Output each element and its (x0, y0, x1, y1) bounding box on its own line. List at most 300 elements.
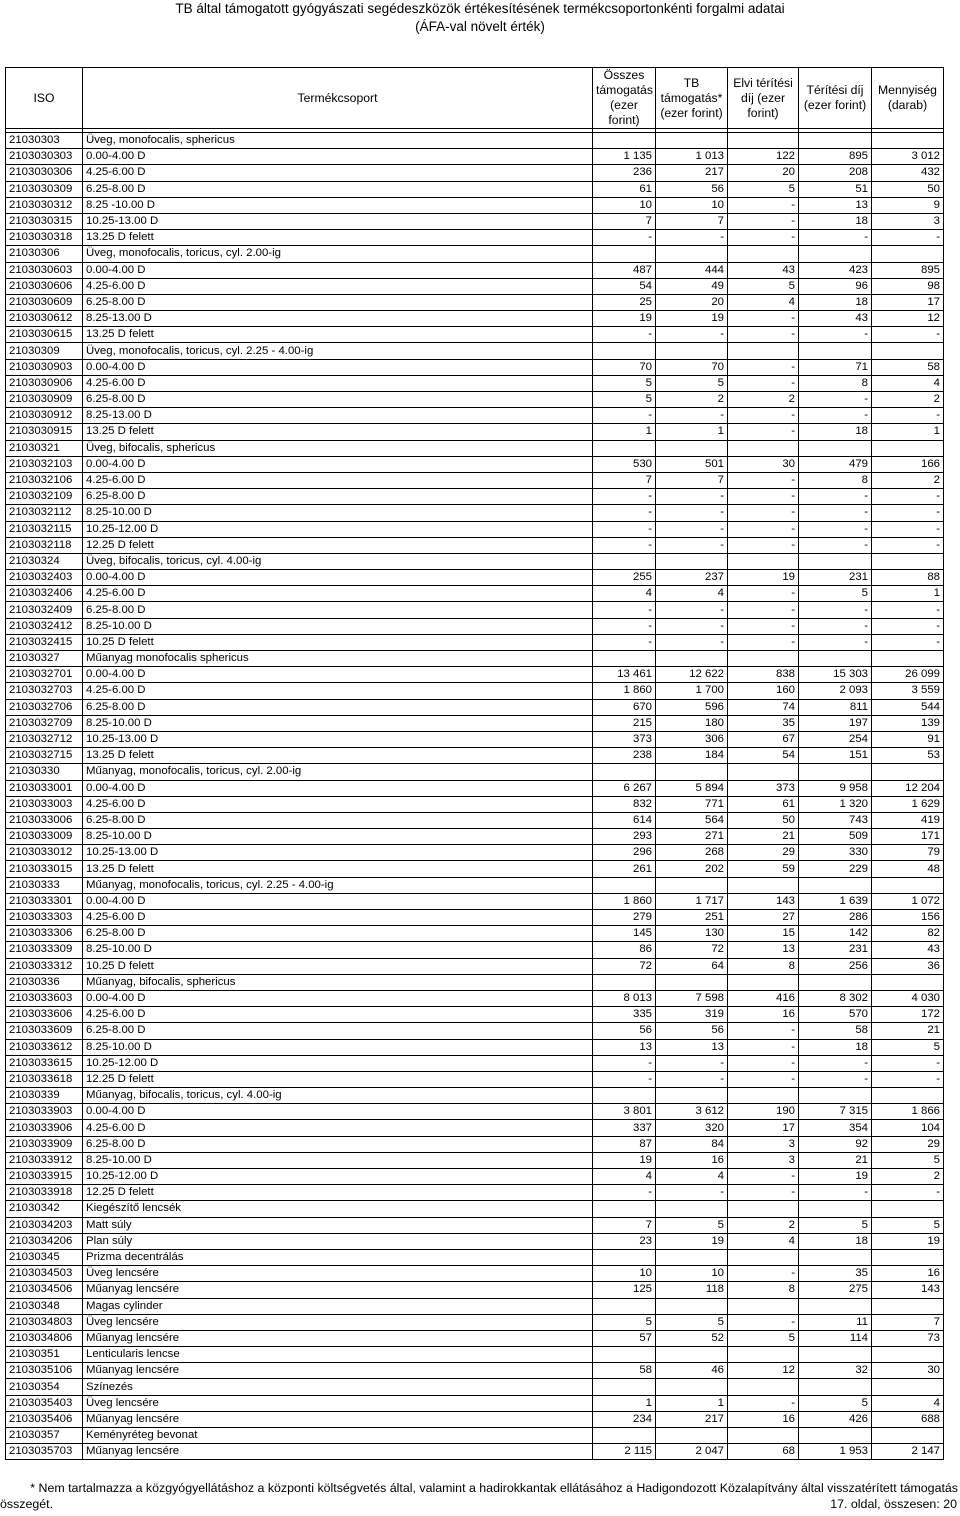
iso-code-cell: 2103033001 (6, 780, 83, 796)
table-header-row (6, 68, 944, 129)
theoretical-fee-cell: - (728, 1071, 799, 1087)
theoretical-fee-cell: - (728, 586, 799, 602)
table-row (6, 1330, 944, 1346)
iso-code-cell: 2103032709 (6, 715, 83, 731)
group-name-cell: Műanyag, bifocalis, toricus, cyl. 4.00-ig (83, 1088, 593, 1104)
total-support-cell: 832 (593, 796, 656, 812)
tb-support-cell: 7 598 (656, 990, 728, 1006)
total-support-cell: 614 (593, 812, 656, 828)
tb-support-cell: 5 (656, 375, 728, 391)
quantity-cell: - (872, 537, 944, 553)
quantity-cell (872, 1347, 944, 1363)
item-name-cell: 12.25 D felett (83, 1185, 593, 1201)
tb-support-cell: - (656, 1071, 728, 1087)
theoretical-fee-cell: - (728, 602, 799, 618)
theoretical-fee-cell: 74 (728, 699, 799, 715)
table-row (6, 165, 944, 181)
table-row (6, 359, 944, 375)
tb-support-cell (656, 1428, 728, 1444)
quantity-cell (872, 553, 944, 569)
quantity-cell: 2 (872, 472, 944, 488)
total-support-cell: 25 (593, 294, 656, 310)
theoretical-fee-cell: 160 (728, 683, 799, 699)
total-support-cell (593, 877, 656, 893)
item-name-cell: 4.25-6.00 D (83, 278, 593, 294)
total-support-cell: 4 (593, 586, 656, 602)
quantity-cell: 48 (872, 861, 944, 877)
header-total-support: Összes támogatás (ezer forint) (593, 68, 656, 129)
fee-cell: 208 (799, 165, 872, 181)
quantity-cell: - (872, 1055, 944, 1071)
tb-support-cell: 320 (656, 1120, 728, 1136)
theoretical-fee-cell: 15 (728, 926, 799, 942)
table-row (6, 586, 944, 602)
theoretical-fee-cell: 61 (728, 796, 799, 812)
total-support-cell: 7 (593, 213, 656, 229)
table-row (6, 489, 944, 505)
table-row (6, 1266, 944, 1282)
tb-support-cell: 130 (656, 926, 728, 942)
table-row (6, 392, 944, 408)
tb-support-cell (656, 974, 728, 990)
fee-cell: 11 (799, 1314, 872, 1330)
fee-cell: 142 (799, 926, 872, 942)
total-support-cell (593, 1347, 656, 1363)
quantity-cell (872, 246, 944, 262)
iso-code-cell: 21030351 (6, 1347, 83, 1363)
fee-cell: 895 (799, 149, 872, 165)
total-support-cell: 1 860 (593, 683, 656, 699)
total-support-cell: - (593, 230, 656, 246)
tb-support-cell: 251 (656, 910, 728, 926)
item-name-cell: 13.25 D felett (83, 327, 593, 343)
quantity-cell (872, 1201, 944, 1217)
tb-support-cell: - (656, 408, 728, 424)
fee-cell: 229 (799, 861, 872, 877)
theoretical-fee-cell: - (728, 1185, 799, 1201)
item-name-cell: Üveg lencsére (83, 1395, 593, 1411)
total-support-cell: 70 (593, 359, 656, 375)
tb-support-cell: 64 (656, 958, 728, 974)
table-row (6, 1007, 944, 1023)
quantity-cell: 30 (872, 1363, 944, 1379)
total-support-cell (593, 1249, 656, 1265)
table-row (6, 990, 944, 1006)
fee-cell: - (799, 618, 872, 634)
iso-code-cell: 2103033618 (6, 1071, 83, 1087)
item-name-cell: 0.00-4.00 D (83, 780, 593, 796)
total-support-cell (593, 1298, 656, 1314)
quantity-cell: 1 629 (872, 796, 944, 812)
item-name-cell: 6.25-8.00 D (83, 699, 593, 715)
item-name-cell: 4.25-6.00 D (83, 796, 593, 812)
tb-support-cell: 564 (656, 812, 728, 828)
table-row (6, 829, 944, 845)
group-row (6, 1347, 944, 1363)
item-name-cell: 0.00-4.00 D (83, 1104, 593, 1120)
item-name-cell: 0.00-4.00 D (83, 456, 593, 472)
quantity-cell: 43 (872, 942, 944, 958)
quantity-cell: 53 (872, 748, 944, 764)
tb-support-cell: - (656, 327, 728, 343)
quantity-cell: - (872, 230, 944, 246)
quantity-cell: 58 (872, 359, 944, 375)
tb-support-cell: - (656, 537, 728, 553)
iso-code-cell: 2103033615 (6, 1055, 83, 1071)
iso-code-cell: 2103032109 (6, 489, 83, 505)
group-name-cell: Üveg, bifocalis, sphericus (83, 440, 593, 456)
item-name-cell: Matt súly (83, 1217, 593, 1233)
fee-cell: - (799, 392, 872, 408)
iso-code-cell: 2103030909 (6, 392, 83, 408)
tb-support-cell: 19 (656, 311, 728, 327)
tb-support-cell: - (656, 1055, 728, 1071)
iso-code-cell: 2103030612 (6, 311, 83, 327)
tb-support-cell: 5 (656, 1217, 728, 1233)
tb-support-cell (656, 1347, 728, 1363)
quantity-cell (872, 343, 944, 359)
iso-code-cell: 21030348 (6, 1298, 83, 1314)
theoretical-fee-cell (728, 1298, 799, 1314)
item-name-cell: Műanyag lencsére (83, 1282, 593, 1298)
item-name-cell: 10.25-13.00 D (83, 845, 593, 861)
iso-code-cell: 21030324 (6, 553, 83, 569)
quantity-cell: 88 (872, 570, 944, 586)
tb-support-cell (656, 1249, 728, 1265)
table-row (6, 1217, 944, 1233)
fee-cell: - (799, 537, 872, 553)
theoretical-fee-cell: - (728, 311, 799, 327)
tb-support-cell: 1 (656, 424, 728, 440)
theoretical-fee-cell (728, 877, 799, 893)
total-support-cell: 61 (593, 181, 656, 197)
quantity-cell: 3 012 (872, 149, 944, 165)
theoretical-fee-cell (728, 651, 799, 667)
theoretical-fee-cell (728, 1249, 799, 1265)
item-name-cell: 6.25-8.00 D (83, 294, 593, 310)
theoretical-fee-cell: - (728, 521, 799, 537)
fee-cell: 8 (799, 472, 872, 488)
fee-cell: 114 (799, 1330, 872, 1346)
table-row (6, 796, 944, 812)
table-row (6, 327, 944, 343)
theoretical-fee-cell (728, 246, 799, 262)
item-name-cell: Műanyag lencsére (83, 1330, 593, 1346)
quantity-cell: - (872, 521, 944, 537)
fee-cell (799, 440, 872, 456)
item-name-cell: 4.25-6.00 D (83, 165, 593, 181)
theoretical-fee-cell: 12 (728, 1363, 799, 1379)
tb-support-cell: 184 (656, 748, 728, 764)
table-row (6, 1104, 944, 1120)
header-product-group: Termékcsoport (83, 68, 593, 129)
fee-cell (799, 764, 872, 780)
quantity-cell: 3 (872, 213, 944, 229)
tb-support-cell: 237 (656, 570, 728, 586)
theoretical-fee-cell: 5 (728, 181, 799, 197)
quantity-cell: 172 (872, 1007, 944, 1023)
iso-code-cell: 21030336 (6, 974, 83, 990)
theoretical-fee-cell: 122 (728, 149, 799, 165)
group-row (6, 1379, 944, 1395)
item-name-cell: Üveg lencsére (83, 1314, 593, 1330)
group-name-cell: Üveg, monofocalis, sphericus (83, 133, 593, 149)
fee-cell: 5 (799, 586, 872, 602)
table-row (6, 408, 944, 424)
total-support-cell: 5 (593, 1314, 656, 1330)
iso-code-cell: 2103032118 (6, 537, 83, 553)
table-row (6, 1023, 944, 1039)
quantity-cell: - (872, 408, 944, 424)
theoretical-fee-cell: - (728, 1395, 799, 1411)
group-row (6, 1298, 944, 1314)
total-support-cell: - (593, 537, 656, 553)
iso-code-cell: 2103032703 (6, 683, 83, 699)
footnote-continuation: összegét. (0, 1497, 54, 1511)
tb-support-cell (656, 1201, 728, 1217)
fee-cell: 18 (799, 1233, 872, 1249)
header-fee: Térítési díj (ezer forint) (799, 68, 872, 129)
item-name-cell: 0.00-4.00 D (83, 570, 593, 586)
fee-cell: 32 (799, 1363, 872, 1379)
theoretical-fee-cell (728, 1088, 799, 1104)
total-support-cell: 261 (593, 861, 656, 877)
table-row (6, 197, 944, 213)
item-name-cell: 0.00-4.00 D (83, 359, 593, 375)
theoretical-fee-cell (728, 974, 799, 990)
theoretical-fee-cell: 50 (728, 812, 799, 828)
iso-code-cell: 2103032403 (6, 570, 83, 586)
total-support-cell: 2 115 (593, 1444, 656, 1460)
table-row (6, 1055, 944, 1071)
fee-cell (799, 1428, 872, 1444)
group-name-cell: Színezés (83, 1379, 593, 1395)
theoretical-fee-cell: 67 (728, 731, 799, 747)
table-row (6, 1169, 944, 1185)
fee-cell: 231 (799, 942, 872, 958)
iso-code-cell: 2103030606 (6, 278, 83, 294)
fee-cell: 8 (799, 375, 872, 391)
iso-code-cell: 21030342 (6, 1201, 83, 1217)
theoretical-fee-cell: 17 (728, 1120, 799, 1136)
tb-support-cell (656, 651, 728, 667)
theoretical-fee-cell: 21 (728, 829, 799, 845)
item-name-cell: 0.00-4.00 D (83, 667, 593, 683)
tb-support-cell: 52 (656, 1330, 728, 1346)
table-row (6, 1282, 944, 1298)
group-name-cell: Üveg, monofocalis, toricus, cyl. 2.00-ig (83, 246, 593, 262)
item-name-cell: 6.25-8.00 D (83, 392, 593, 408)
item-name-cell: Műanyag lencsére (83, 1444, 593, 1460)
fee-cell: 13 (799, 197, 872, 213)
iso-code-cell: 2103032409 (6, 602, 83, 618)
total-support-cell: 23 (593, 1233, 656, 1249)
total-support-cell: 236 (593, 165, 656, 181)
total-support-cell: - (593, 634, 656, 650)
fee-cell (799, 1347, 872, 1363)
quantity-cell (872, 440, 944, 456)
quantity-cell: 895 (872, 262, 944, 278)
tb-support-cell: 7 (656, 472, 728, 488)
total-support-cell: 13 (593, 1039, 656, 1055)
iso-code-cell: 2103032415 (6, 634, 83, 650)
group-row (6, 1088, 944, 1104)
fee-cell: 197 (799, 715, 872, 731)
iso-code-cell: 21030306 (6, 246, 83, 262)
fee-cell: 19 (799, 1169, 872, 1185)
group-row (6, 246, 944, 262)
iso-code-cell: 2103030615 (6, 327, 83, 343)
table-row (6, 748, 944, 764)
tb-support-cell: 271 (656, 829, 728, 845)
theoretical-fee-cell: 59 (728, 861, 799, 877)
fee-cell: 275 (799, 1282, 872, 1298)
tb-support-cell: 5 (656, 1314, 728, 1330)
tb-support-cell: 5 894 (656, 780, 728, 796)
quantity-cell (872, 1088, 944, 1104)
theoretical-fee-cell: 30 (728, 456, 799, 472)
quantity-cell (872, 1249, 944, 1265)
product-group-table (5, 67, 944, 1460)
iso-code-cell: 2103033912 (6, 1152, 83, 1168)
table-row (6, 715, 944, 731)
table-row (6, 456, 944, 472)
theoretical-fee-cell: 416 (728, 990, 799, 1006)
fee-cell: - (799, 634, 872, 650)
theoretical-fee-cell: 19 (728, 570, 799, 586)
iso-code-cell: 21030309 (6, 343, 83, 359)
fee-cell (799, 1088, 872, 1104)
quantity-cell: - (872, 618, 944, 634)
tb-support-cell: 4 (656, 586, 728, 602)
iso-code-cell: 2103034503 (6, 1266, 83, 1282)
total-support-cell (593, 651, 656, 667)
report-title (0, 0, 960, 36)
iso-code-cell: 2103033003 (6, 796, 83, 812)
total-support-cell: - (593, 521, 656, 537)
fee-cell: 18 (799, 213, 872, 229)
theoretical-fee-cell: 8 (728, 958, 799, 974)
fee-cell (799, 553, 872, 569)
iso-code-cell: 21030333 (6, 877, 83, 893)
iso-code-cell: 2103033303 (6, 910, 83, 926)
quantity-cell (872, 1428, 944, 1444)
quantity-cell: 171 (872, 829, 944, 845)
item-name-cell: 13.25 D felett (83, 748, 593, 764)
tb-support-cell (656, 1088, 728, 1104)
quantity-cell: 139 (872, 715, 944, 731)
item-name-cell: Üveg lencsére (83, 1266, 593, 1282)
iso-code-cell: 2103030312 (6, 197, 83, 213)
item-name-cell: 0.00-4.00 D (83, 262, 593, 278)
total-support-cell (593, 553, 656, 569)
iso-code-cell: 2103033906 (6, 1120, 83, 1136)
item-name-cell: 4.25-6.00 D (83, 683, 593, 699)
group-row (6, 133, 944, 149)
item-name-cell: 6.25-8.00 D (83, 181, 593, 197)
iso-code-cell: 21030303 (6, 133, 83, 149)
iso-code-cell: 2103033609 (6, 1023, 83, 1039)
tb-support-cell: 1 (656, 1395, 728, 1411)
fee-cell: - (799, 521, 872, 537)
iso-code-cell: 2103033006 (6, 812, 83, 828)
fee-cell: 71 (799, 359, 872, 375)
quantity-cell (872, 1298, 944, 1314)
quantity-cell: 79 (872, 845, 944, 861)
group-row (6, 1428, 944, 1444)
iso-code-cell: 2103030306 (6, 165, 83, 181)
theoretical-fee-cell: 8 (728, 1282, 799, 1298)
total-support-cell: 8 013 (593, 990, 656, 1006)
fee-cell: 354 (799, 1120, 872, 1136)
theoretical-fee-cell: 13 (728, 942, 799, 958)
fee-cell (799, 246, 872, 262)
group-row (6, 343, 944, 359)
item-name-cell: 8.25-10.00 D (83, 715, 593, 731)
item-name-cell: 6.25-8.00 D (83, 489, 593, 505)
fee-cell: - (799, 1071, 872, 1087)
item-name-cell: Plan súly (83, 1233, 593, 1249)
table-row (6, 602, 944, 618)
table-row (6, 1136, 944, 1152)
fee-cell (799, 877, 872, 893)
quantity-cell: 688 (872, 1411, 944, 1427)
total-support-cell (593, 1088, 656, 1104)
fee-cell: 9 958 (799, 780, 872, 796)
quantity-cell (872, 1379, 944, 1395)
quantity-cell: 5 (872, 1039, 944, 1055)
table-row (6, 1185, 944, 1201)
iso-code-cell: 2103033909 (6, 1136, 83, 1152)
theoretical-fee-cell: - (728, 327, 799, 343)
iso-code-cell: 2103033306 (6, 926, 83, 942)
table-row (6, 942, 944, 958)
total-support-cell: 10 (593, 197, 656, 213)
tb-support-cell: - (656, 634, 728, 650)
report-title-line2: (ÁFA-val növelt érték) (415, 19, 545, 34)
theoretical-fee-cell: - (728, 213, 799, 229)
group-row (6, 1201, 944, 1217)
tb-support-cell: - (656, 505, 728, 521)
theoretical-fee-cell: 35 (728, 715, 799, 731)
theoretical-fee-cell: - (728, 424, 799, 440)
fee-cell: - (799, 230, 872, 246)
iso-code-cell: 2103034203 (6, 1217, 83, 1233)
theoretical-fee-cell: - (728, 1055, 799, 1071)
iso-code-cell: 2103030603 (6, 262, 83, 278)
table-row (6, 893, 944, 909)
group-name-cell: Műanyag monofocalis sphericus (83, 651, 593, 667)
iso-code-cell: 21030330 (6, 764, 83, 780)
iso-code-cell: 2103030609 (6, 294, 83, 310)
total-support-cell: 56 (593, 1023, 656, 1039)
quantity-cell: 17 (872, 294, 944, 310)
theoretical-fee-cell (728, 764, 799, 780)
tb-support-cell: 217 (656, 165, 728, 181)
item-name-cell: 8.25-10.00 D (83, 1039, 593, 1055)
total-support-cell: - (593, 505, 656, 521)
total-support-cell (593, 1379, 656, 1395)
theoretical-fee-cell (728, 1428, 799, 1444)
theoretical-fee-cell (728, 1347, 799, 1363)
theoretical-fee-cell: - (728, 230, 799, 246)
tb-support-cell: 56 (656, 181, 728, 197)
header-tb-support: TB támogatás* (ezer forint) (656, 68, 728, 129)
item-name-cell: 6.25-8.00 D (83, 926, 593, 942)
tb-support-cell: 2 047 (656, 1444, 728, 1460)
theoretical-fee-cell: 3 (728, 1136, 799, 1152)
fee-cell: 51 (799, 181, 872, 197)
